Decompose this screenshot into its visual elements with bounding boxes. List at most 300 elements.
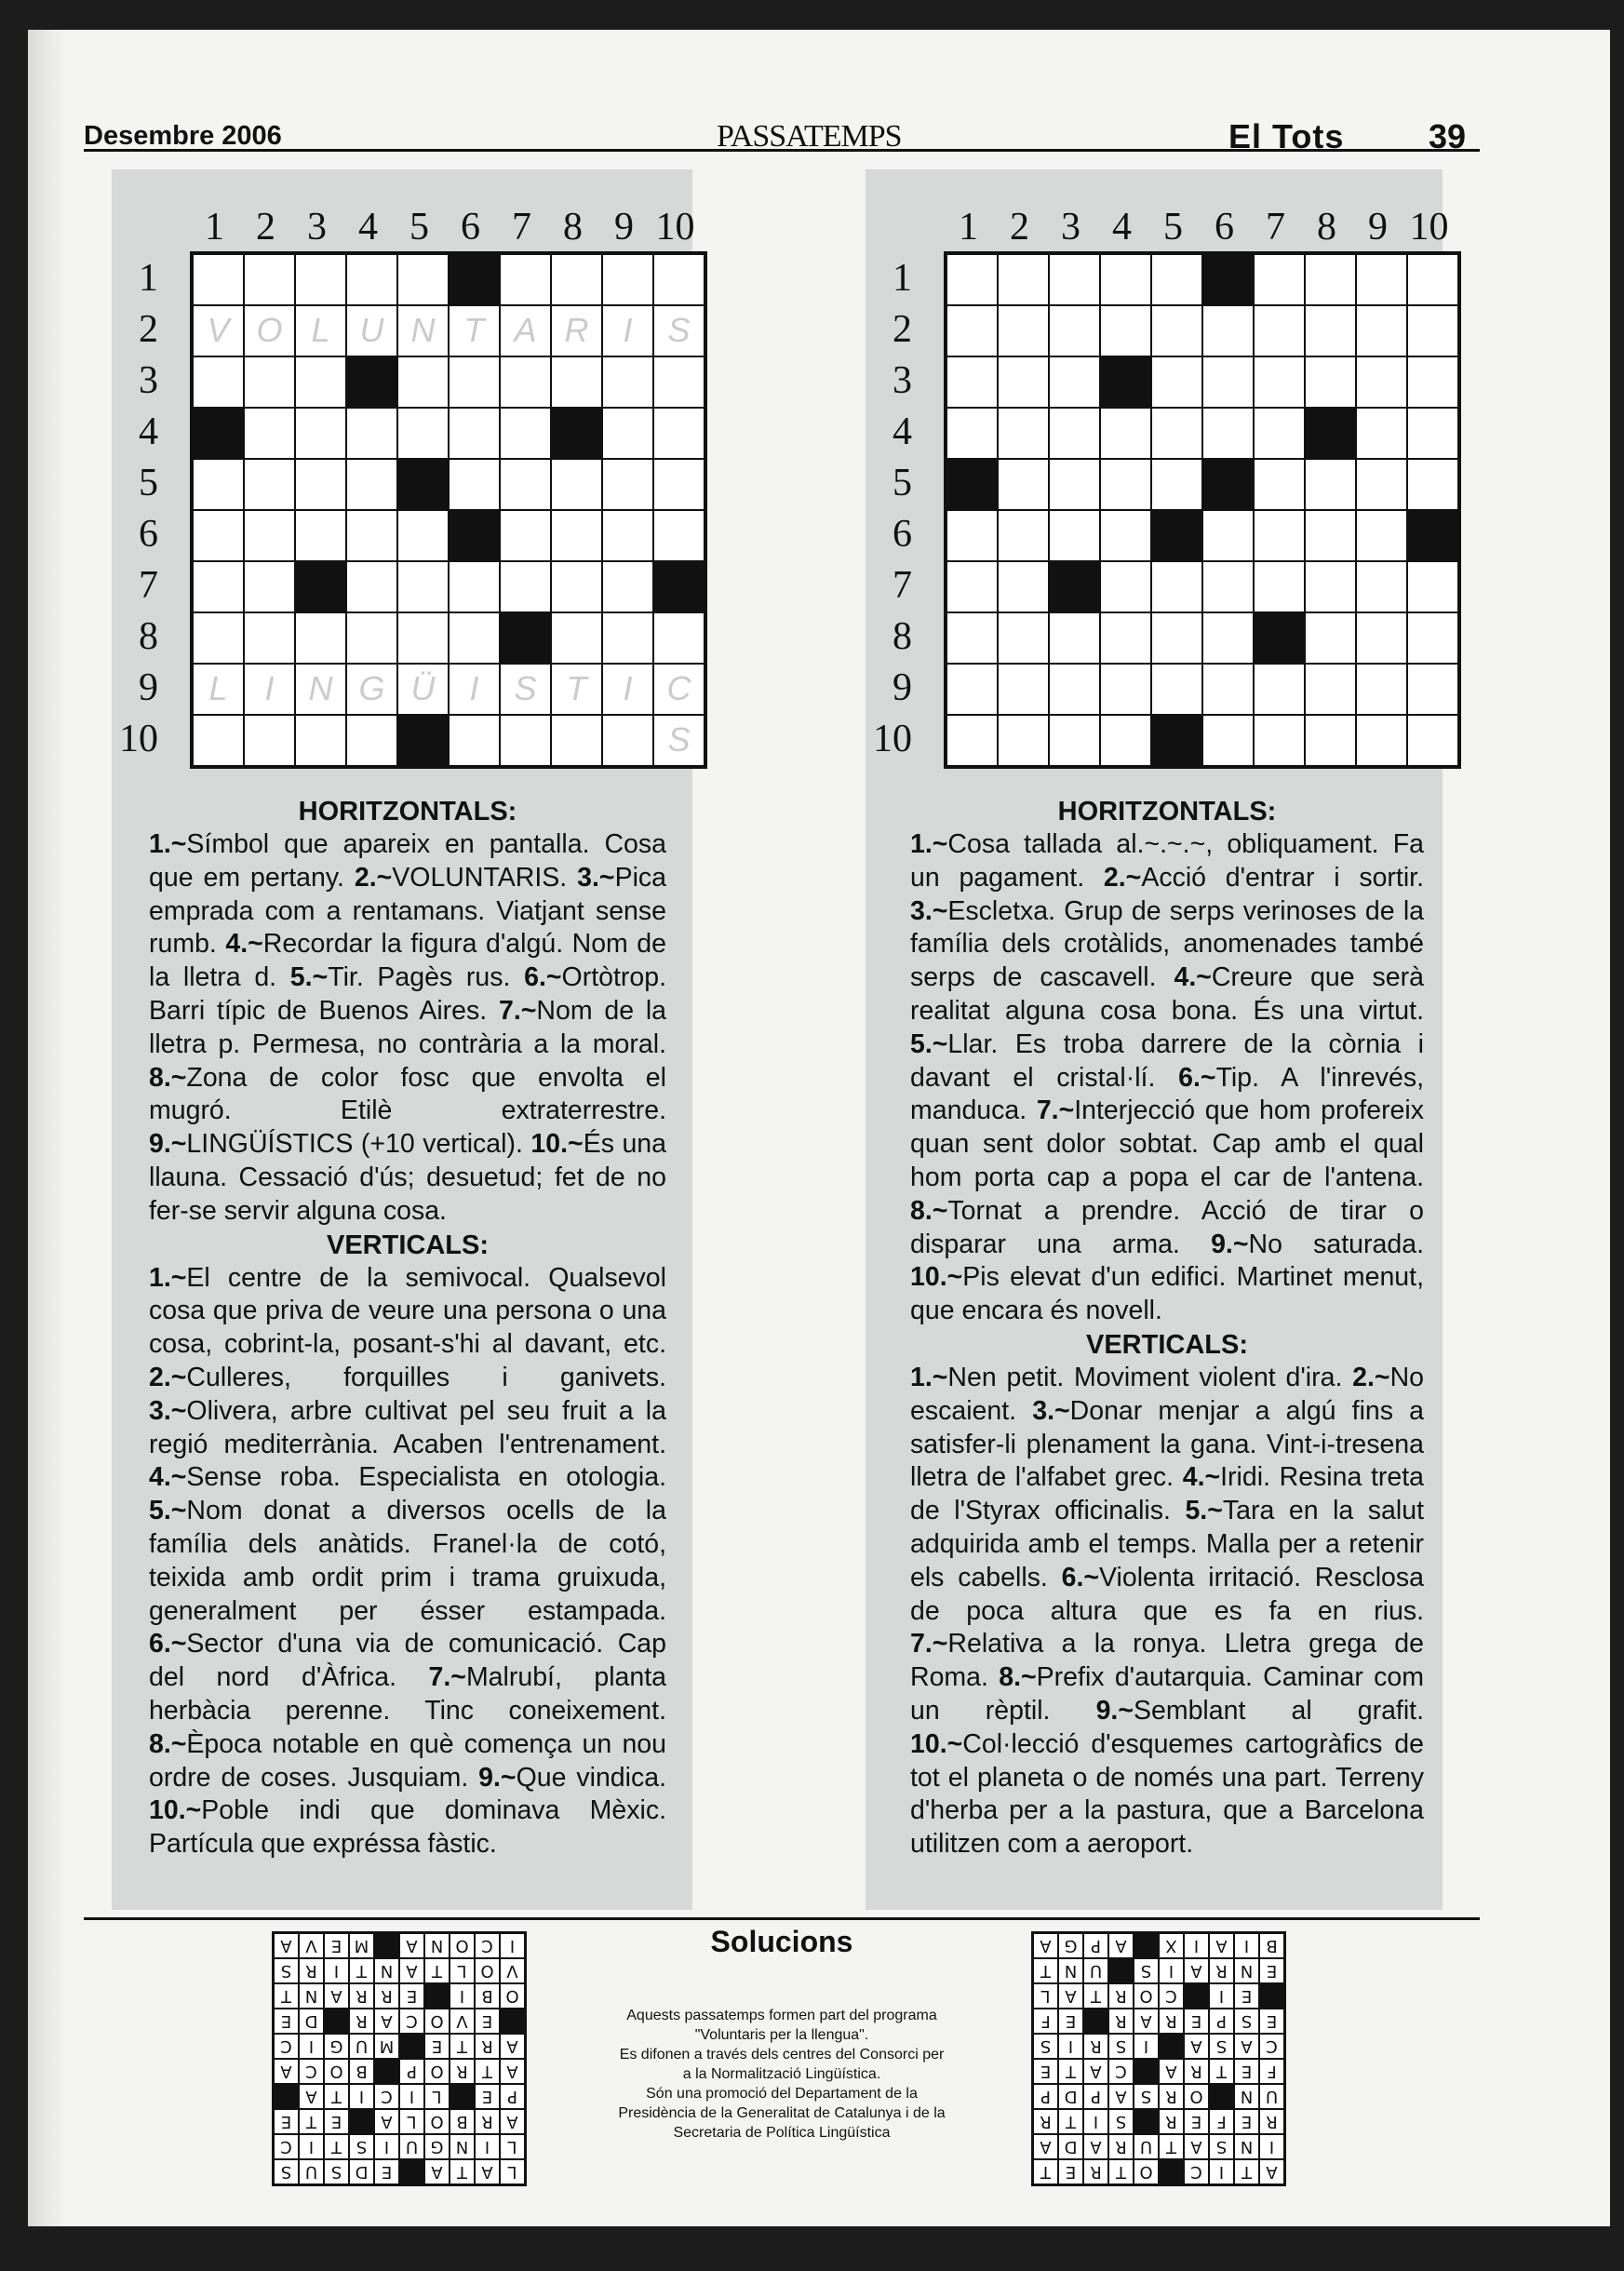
grid-cell[interactable] [1407, 254, 1458, 305]
grid-cell[interactable] [653, 459, 705, 510]
row-number: 3 [893, 359, 912, 402]
grid-cell[interactable] [1356, 408, 1407, 459]
grid-cell[interactable] [1254, 459, 1305, 510]
credits-line: Són una promoció del Departament de la [646, 2086, 918, 2102]
column-number: 5 [1163, 206, 1183, 249]
solution-letter: I [299, 2034, 324, 2059]
grid-cell[interactable] [1305, 305, 1356, 356]
solution-letter: A [1033, 2134, 1058, 2159]
grid-cell[interactable]: V [193, 305, 244, 356]
solution-letter: I [1083, 2109, 1108, 2134]
grid-cell[interactable]: I [602, 664, 653, 715]
solution-letter: I [299, 2134, 324, 2159]
clue-number: 7.~ [910, 1629, 948, 1660]
grid-cell[interactable] [1202, 510, 1254, 561]
grid-cell[interactable] [602, 356, 653, 408]
solution-letter: O [424, 2009, 450, 2034]
grid-cell[interactable] [1100, 510, 1151, 561]
clue-text: Nen petit. Moviment violent d'ira. [947, 1362, 1353, 1392]
grid-cell[interactable] [193, 561, 244, 612]
solution-letter: S [274, 1958, 299, 1983]
credits-line: Secretaria de Política Lingüística [673, 2125, 891, 2141]
grid-cell[interactable] [244, 356, 295, 408]
grid-cell[interactable] [998, 612, 1049, 664]
grid-cell[interactable] [946, 715, 998, 766]
clue-text: Llar. Es troba darrere de la còrnia i davant el cristal·lí. [910, 1028, 1424, 1093]
grid-cell[interactable] [346, 408, 397, 459]
solution-letter: R [450, 2059, 475, 2084]
solution-letter: R [1108, 2009, 1134, 2034]
grid-cell[interactable] [397, 408, 449, 459]
row-number: 4 [893, 410, 912, 453]
clue-number: 4.~ [225, 929, 263, 960]
grid-cell[interactable] [193, 510, 244, 561]
grid-cell[interactable] [1049, 459, 1100, 510]
grid-cell[interactable] [193, 612, 244, 664]
grid-cell[interactable] [1305, 356, 1356, 408]
grid-cell[interactable] [1151, 664, 1202, 715]
solutions-title: Solucions [710, 1925, 853, 1958]
solution-letter: A [324, 1983, 349, 2009]
solution-black-square [1159, 2034, 1184, 2059]
grid-cell[interactable] [244, 254, 295, 305]
grid-cell[interactable] [551, 561, 602, 612]
solution-letter: E [324, 1933, 349, 1958]
grid-cell[interactable] [1305, 612, 1356, 664]
grid-cell[interactable] [193, 254, 244, 305]
grid-cell[interactable] [1100, 664, 1151, 715]
grid-cell[interactable] [397, 356, 449, 408]
grid-cell[interactable]: O [244, 305, 295, 356]
grid-cell[interactable] [1202, 664, 1254, 715]
grid-cell[interactable] [1049, 356, 1100, 408]
grid-cell[interactable] [1254, 510, 1305, 561]
grid-cell[interactable]: I [244, 664, 295, 715]
grid-cell[interactable] [295, 408, 346, 459]
row-number: 9 [893, 666, 912, 709]
grid-cell[interactable] [1202, 561, 1254, 612]
grid-cell[interactable] [500, 510, 551, 561]
crossword-grid-1 [190, 251, 707, 769]
grid-cell[interactable] [449, 715, 500, 766]
grid-cell[interactable] [551, 459, 602, 510]
grid-cell[interactable] [1254, 254, 1305, 305]
grid-cell[interactable] [1305, 510, 1356, 561]
clue-number: 10.~ [530, 1129, 584, 1160]
grid-cell[interactable] [1407, 664, 1458, 715]
grid-cell[interactable] [1049, 612, 1100, 664]
clue-text: Tornat a prendre. Acció de tirar o disparar una arma. [910, 1195, 1424, 1259]
grid-cell[interactable]: S [653, 715, 705, 766]
solution-letter: D [1058, 2134, 1083, 2159]
solution-letter: I [1159, 1958, 1184, 1983]
grid-cell[interactable] [1202, 715, 1254, 766]
grid-cell[interactable] [1305, 561, 1356, 612]
grid-cell[interactable]: N [295, 664, 346, 715]
black-square [1100, 356, 1151, 408]
horizontals-heading: HORITZONTALS: [1057, 797, 1277, 826]
clue-number: 9.~ [478, 1762, 517, 1793]
clue-text: Cosa tallada al.~.~.~, obliquament. Fa un pagament. [910, 829, 1424, 893]
grid-cell[interactable] [1100, 459, 1151, 510]
grid-cell[interactable] [295, 612, 346, 664]
grid-cell[interactable] [500, 459, 551, 510]
solution-letter: L [450, 1958, 475, 1983]
grid-cell[interactable] [346, 612, 397, 664]
grid-cell[interactable] [1049, 510, 1100, 561]
solution-letter: S [324, 2159, 349, 2184]
clue-number: 10.~ [149, 1795, 202, 1826]
clue-text: No saturada. [1248, 1229, 1424, 1259]
solution-letter: D [299, 2009, 324, 2034]
grid-cell[interactable] [653, 612, 705, 664]
grid-cell[interactable] [1100, 305, 1151, 356]
solution-letter: C [1108, 2059, 1134, 2084]
grid-cell[interactable] [1151, 356, 1202, 408]
grid-cell[interactable] [1202, 305, 1254, 356]
grid-cell[interactable] [1356, 254, 1407, 305]
grid-cell[interactable] [1254, 356, 1305, 408]
solution-black-square [374, 1933, 399, 1958]
solution-letter: M [374, 2034, 399, 2059]
grid-cell[interactable] [551, 356, 602, 408]
grid-cell[interactable] [1356, 561, 1407, 612]
column-number: 1 [205, 206, 224, 249]
grid-cell[interactable] [1305, 664, 1356, 715]
grid-cell[interactable] [653, 408, 705, 459]
solution-letter: R [1209, 1958, 1234, 1983]
clue-number: 7.~ [428, 1662, 466, 1693]
grid-cell[interactable]: U [346, 305, 397, 356]
grid-cell[interactable] [1202, 356, 1254, 408]
grid-cell[interactable] [1049, 305, 1100, 356]
clues-2 [910, 795, 1424, 1861]
grid-cell[interactable] [1407, 715, 1458, 766]
grid-cell[interactable] [653, 254, 705, 305]
grid-cell[interactable] [346, 459, 397, 510]
solution-letter: C [274, 2034, 299, 2059]
grid-cell[interactable] [998, 305, 1049, 356]
solution-letter: S [1108, 2109, 1134, 2134]
grid-cell[interactable] [397, 561, 449, 612]
grid-cell[interactable] [1202, 612, 1254, 664]
grid-cell[interactable] [946, 356, 998, 408]
grid-cell[interactable] [1100, 715, 1151, 766]
grid-cell[interactable]: S [653, 305, 705, 356]
grid-cell[interactable] [602, 510, 653, 561]
clue-text: Creure que serà realitat alguna cosa bona. És una virtut. [910, 962, 1425, 1026]
grid-cell[interactable] [1305, 459, 1356, 510]
grid-cell[interactable] [244, 510, 295, 561]
black-square [1202, 254, 1254, 305]
grid-cell[interactable] [1305, 715, 1356, 766]
grid-cell[interactable] [244, 408, 295, 459]
grid-cell[interactable] [1254, 305, 1305, 356]
grid-cell[interactable] [449, 356, 500, 408]
black-square [346, 356, 397, 408]
solution-letter: E [274, 2109, 299, 2134]
clue-number: 2.~ [354, 862, 393, 893]
black-square [500, 612, 551, 664]
solution-letter: E [374, 2159, 399, 2184]
grid-cell[interactable] [500, 254, 551, 305]
grid-cell[interactable] [998, 254, 1049, 305]
clue-number: 4.~ [149, 1462, 187, 1493]
clue-number: 9.~ [149, 1129, 187, 1160]
grid-cell[interactable] [1356, 510, 1407, 561]
solution-letter: F [1033, 2009, 1058, 2034]
grid-cell[interactable] [1356, 664, 1407, 715]
solution-letter: I [500, 1933, 525, 1958]
clue-number: 3.~ [910, 895, 948, 926]
grid-cell[interactable] [397, 254, 449, 305]
solution-letter: U [1134, 2134, 1159, 2159]
grid-cell[interactable] [1407, 408, 1458, 459]
solution-letter: N [299, 1983, 324, 2009]
grid-cell[interactable] [295, 356, 346, 408]
black-square [551, 408, 602, 459]
grid-cell[interactable]: R [551, 305, 602, 356]
clue-text: Zona de color fosc que envolta el mugró. Etilè extraterrestre. [149, 1062, 666, 1126]
bottom-rule [84, 1917, 1480, 1920]
grid-cell[interactable] [449, 612, 500, 664]
clue-number: 10.~ [910, 1262, 963, 1293]
verticals-text [910, 1362, 1424, 1861]
column-number: 4 [358, 206, 378, 249]
grid-cell[interactable]: L [295, 305, 346, 356]
clue-number: 3.~ [1032, 1395, 1070, 1426]
row-number: 8 [139, 615, 158, 658]
solution-black-square [1159, 2159, 1184, 2184]
grid-cell[interactable] [193, 459, 244, 510]
grid-cell[interactable] [1356, 305, 1407, 356]
grid-cell[interactable] [244, 459, 295, 510]
grid-cell[interactable] [551, 254, 602, 305]
grid-cell[interactable] [1100, 408, 1151, 459]
solution-letter: D [1058, 2084, 1083, 2109]
grid-cell[interactable] [449, 459, 500, 510]
solution-letter: O [1184, 2084, 1209, 2109]
solution-letter: T [274, 1983, 299, 2009]
grid-cell[interactable] [998, 459, 1049, 510]
solution-letter: T [450, 2159, 475, 2184]
grid-cell[interactable] [1151, 305, 1202, 356]
grid-cell[interactable]: L [193, 664, 244, 715]
grid-cell[interactable] [1100, 254, 1151, 305]
solution-letter: A [1134, 2009, 1159, 2034]
grid-cell[interactable] [449, 408, 500, 459]
grid-cell[interactable]: Ü [397, 664, 449, 715]
grid-cell[interactable] [500, 408, 551, 459]
solution-letter: A [1184, 2034, 1209, 2059]
grid-cell[interactable] [346, 254, 397, 305]
grid-cell[interactable] [1407, 612, 1458, 664]
grid-cell[interactable] [397, 612, 449, 664]
solution-letter: R [299, 1958, 324, 1983]
grid-cell[interactable] [1100, 612, 1151, 664]
grid-cell[interactable] [1151, 408, 1202, 459]
solution-letter: T [1033, 2159, 1058, 2184]
grid-cell[interactable] [998, 561, 1049, 612]
grid-cell[interactable] [1305, 254, 1356, 305]
grid-cell[interactable] [1151, 254, 1202, 305]
grid-cell[interactable] [653, 510, 705, 561]
grid-cell[interactable] [551, 612, 602, 664]
grid-cell[interactable] [998, 356, 1049, 408]
solution-letter: O [1134, 1983, 1159, 2009]
solution-letter: N [450, 2134, 475, 2159]
grid-cell[interactable]: T [551, 664, 602, 715]
grid-cell[interactable]: I [602, 305, 653, 356]
crossword-panel-1 [112, 169, 695, 1910]
clue-number: 5.~ [289, 962, 329, 993]
grid-cell[interactable] [946, 561, 998, 612]
solution-letter: T [324, 2134, 349, 2159]
solution-black-square [1209, 2084, 1234, 2109]
grid-cell[interactable] [653, 356, 705, 408]
grid-cell[interactable] [1151, 459, 1202, 510]
grid-cell[interactable] [1356, 715, 1407, 766]
grid-cell[interactable] [1100, 561, 1151, 612]
solution-black-square [424, 1983, 450, 2009]
grid-cell[interactable] [1407, 305, 1458, 356]
grid-cell[interactable] [1407, 459, 1458, 510]
grid-cell[interactable] [551, 715, 602, 766]
solution-letter: A [424, 2159, 450, 2184]
black-square [1407, 510, 1458, 561]
grid-cell[interactable] [1356, 612, 1407, 664]
grid-cell[interactable]: S [500, 664, 551, 715]
grid-cell[interactable] [500, 715, 551, 766]
grid-cell[interactable]: I [449, 664, 500, 715]
clues-1 [149, 795, 666, 1861]
grid-cell[interactable] [998, 664, 1049, 715]
grid-cell[interactable] [1049, 408, 1100, 459]
solution-letter: T [299, 2109, 324, 2134]
grid-cell[interactable] [602, 715, 653, 766]
solution-letter: N [1234, 2084, 1259, 2109]
grid-cell[interactable] [244, 561, 295, 612]
grid-cell[interactable] [1202, 408, 1254, 459]
row-number: 1 [893, 257, 912, 300]
grid-cell[interactable] [346, 561, 397, 612]
grid-cell[interactable] [946, 510, 998, 561]
grid-cell[interactable] [346, 715, 397, 766]
column-number: 9 [1368, 206, 1388, 249]
solution-letter: I [1209, 1983, 1234, 2009]
grid-cell[interactable]: C [653, 664, 705, 715]
clue-number: 5.~ [910, 1028, 948, 1059]
grid-cell[interactable] [1254, 664, 1305, 715]
grid-cell[interactable] [1356, 459, 1407, 510]
grid-cell[interactable] [1254, 715, 1305, 766]
solution-letter: V [450, 2009, 475, 2034]
grid-cell[interactable]: A [500, 305, 551, 356]
solution-letter: A [1033, 1933, 1058, 1958]
grid-cell[interactable]: G [346, 664, 397, 715]
solution-letter: A [274, 2059, 299, 2084]
grid-cell[interactable] [998, 715, 1049, 766]
grid-cell[interactable] [602, 254, 653, 305]
grid-cell[interactable] [193, 715, 244, 766]
credits-line: "Voluntaris per la llengua". [694, 2027, 869, 2043]
grid-cell[interactable] [551, 510, 602, 561]
solution-letter: S [274, 2159, 299, 2184]
grid-cell[interactable] [397, 510, 449, 561]
grid-cell[interactable] [946, 254, 998, 305]
clue-number: 3.~ [577, 862, 615, 893]
solution-letter: R [1159, 2109, 1184, 2134]
grid-cell[interactable] [244, 612, 295, 664]
clue-text: Sense roba. Especialista en otologia. [186, 1462, 666, 1493]
solution-letter: E [1234, 2109, 1259, 2134]
grid-cell[interactable] [602, 561, 653, 612]
grid-cell[interactable] [295, 715, 346, 766]
solution-letter: I [450, 1983, 475, 2009]
grid-cell[interactable] [602, 612, 653, 664]
grid-cell[interactable] [602, 459, 653, 510]
grid-cell[interactable] [946, 664, 998, 715]
grid-cell[interactable] [346, 510, 397, 561]
grid-cell[interactable] [946, 305, 998, 356]
grid-cell[interactable] [602, 408, 653, 459]
grid-cell[interactable] [1407, 356, 1458, 408]
column-number: 6 [461, 206, 480, 249]
grid-cell[interactable]: T [449, 305, 500, 356]
grid-cell[interactable] [1151, 561, 1202, 612]
grid-cell[interactable] [998, 408, 1049, 459]
solution-letter: U [399, 2134, 424, 2159]
grid-cell[interactable] [1407, 561, 1458, 612]
grid-cell[interactable] [1151, 612, 1202, 664]
grid-cell[interactable] [946, 612, 998, 664]
grid-cell[interactable] [295, 459, 346, 510]
clue-text: Sector d'una via de comunicació. Cap del nord d'Àfrica. [149, 1629, 666, 1693]
grid-cell[interactable] [946, 408, 998, 459]
grid-cell[interactable] [1254, 408, 1305, 459]
grid-cell[interactable] [500, 561, 551, 612]
solutions-credits [577, 2006, 986, 2143]
solution-letter: P [399, 2059, 424, 2084]
grid-cell[interactable] [449, 561, 500, 612]
solution-letter: I [349, 2084, 374, 2109]
solution-letter: A [500, 2109, 525, 2134]
grid-cell[interactable]: N [397, 305, 449, 356]
solution-letter: R [349, 2009, 374, 2034]
grid-cell[interactable] [1049, 254, 1100, 305]
solution-letter: T [475, 2059, 500, 2084]
solution-letter: E [1234, 1983, 1259, 2009]
grid-cell[interactable] [1254, 561, 1305, 612]
grid-cell[interactable] [1049, 664, 1100, 715]
solution-black-square [1083, 2009, 1108, 2034]
grid-cell[interactable] [998, 510, 1049, 561]
grid-cell[interactable] [1049, 715, 1100, 766]
grid-cell[interactable] [295, 510, 346, 561]
clue-text: El centre de la semivocal. Qualsevol cosa que priva de veure una persona o una cosa, cobrint-la, posant-s'hi al davant, etc. [149, 1262, 666, 1360]
grid-cell[interactable] [295, 254, 346, 305]
solution-black-square [1134, 1933, 1159, 1958]
solution-letter: S [1209, 2034, 1234, 2059]
column-number: 7 [512, 206, 531, 249]
solution-letter: P [500, 2084, 525, 2109]
grid-cell[interactable] [244, 715, 295, 766]
grid-cell[interactable] [500, 356, 551, 408]
solution-letter: E [1259, 1958, 1284, 1983]
solution-letter: B [1259, 1933, 1284, 1958]
grid-cell[interactable] [1356, 356, 1407, 408]
grid-cell[interactable] [193, 356, 244, 408]
